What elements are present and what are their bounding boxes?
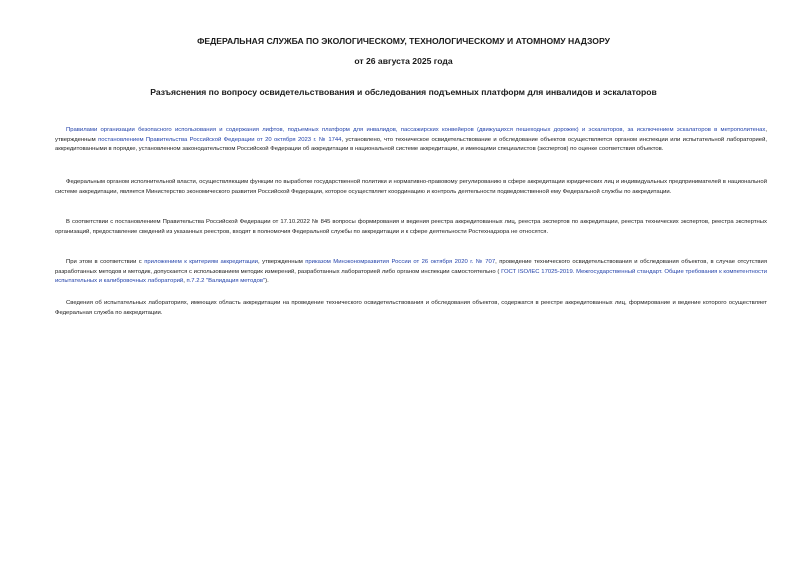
paragraph-1-text-b: , установлено, что техническое освидетельствование и обследование объектов осуществляется органом инспекции или испытательной лабораторией, аккредитованными в порядке, установленном законодательством Российской Федерации об аккредитации в национальной системе аккредитации, и имеющими специалистов (экспертов) по оценке соответствия объектов. [55,136,768,152]
document-date: от 26 августа 2025 года [354,56,453,66]
gost-17025-link[interactable]: ГОСТ ISO/IEC 17025-2019. Межгосударственный стандарт. Общие требования к компетентности испытательных и калибровочных лабораторий [55,268,767,284]
paragraph-1-text-a: , утвержденным [55,127,767,143]
clause-7-2-2-link[interactable]: п.7.2.2 "Валидация методов" [186,278,266,284]
paragraph-3: В соответствии с постановлением Правительства Российской Федерации от 17.10.2022 № 845 вопросы формирования и ведения реестра аккредитованных лиц, реестра экспертов по аккредитации, реестра технических экспертов, реестра экспертных организаций, предоставление сведений из указанных реестров, входят в полномочия Федеральной службы по аккредитации и к сфере деятельности Ростехнадзора не относятся. [55,219,767,235]
accreditation-criteria-link[interactable]: приложением к критериям аккредитации [144,259,258,265]
paragraph-4-text-c: , проведение технического освидетельствования и обследования объектов, в случае отсутствия разработанных методов и методик, допускается с использованием методик измерений, разработанных лабораторией либо органом инспекции самостоятельно ( [55,259,768,275]
resolution-1744-link[interactable]: постановлением Правительства Российской Федерации от 20 октября 2023 г. № 1744 [98,136,342,143]
paragraph-2: Федеральным органом исполнительной власти, осуществляющим функции по выработке государственной политики и нормативно-правовому регулированию в сфере аккредитации юридических лиц и индивидуальных предпринимателей в национальной системе аккредитации, является Министерство экономического развития Российской Федерации, которое осуществляет координацию и контроль деятельности подведомственной ему Федеральной службы по аккредитации. [55,179,767,195]
paragraph-4 [55,258,767,287]
paragraph-5: Сведения об испытательных лабораториях, имеющих область аккредитации на проведение технического освидетельствования и обследования объектов, содержатся в реестре аккредитованных лиц, формирование и ведение которого осуществляет Федеральная служба по аккредитации. [55,300,767,316]
rules-link[interactable]: Правилами организации безопасного использования и содержания лифтов, подъемных платформ для инвалидов, пассажирских конвейеров (движущихся пешеходных дорожек) и эскалаторов, за исключением эскалаторов в метрополитенах [66,127,766,133]
paragraph-4-text-e: ). [265,278,269,284]
paragraph-4-text-b: , утвержденным [257,259,306,265]
paragraph-4-text-d: , [183,278,187,284]
document-title: Разъяснения по вопросу освидетельствования и обследования подъемных платформ для инвалидов и эскалаторов [150,87,657,97]
paragraph-1 [55,126,767,155]
organization-header: ФЕДЕРАЛЬНАЯ СЛУЖБА ПО ЭКОЛОГИЧЕСКОМУ, ТЕХНОЛОГИЧЕСКОМУ И АТОМНОМУ НАДЗОРУ [197,36,610,46]
order-707-link[interactable]: приказом Минэкономразвития России от 26 октября 2020 г. № 707 [305,259,496,265]
paragraph-4-text-a: При этом в соответствии с [66,259,145,265]
